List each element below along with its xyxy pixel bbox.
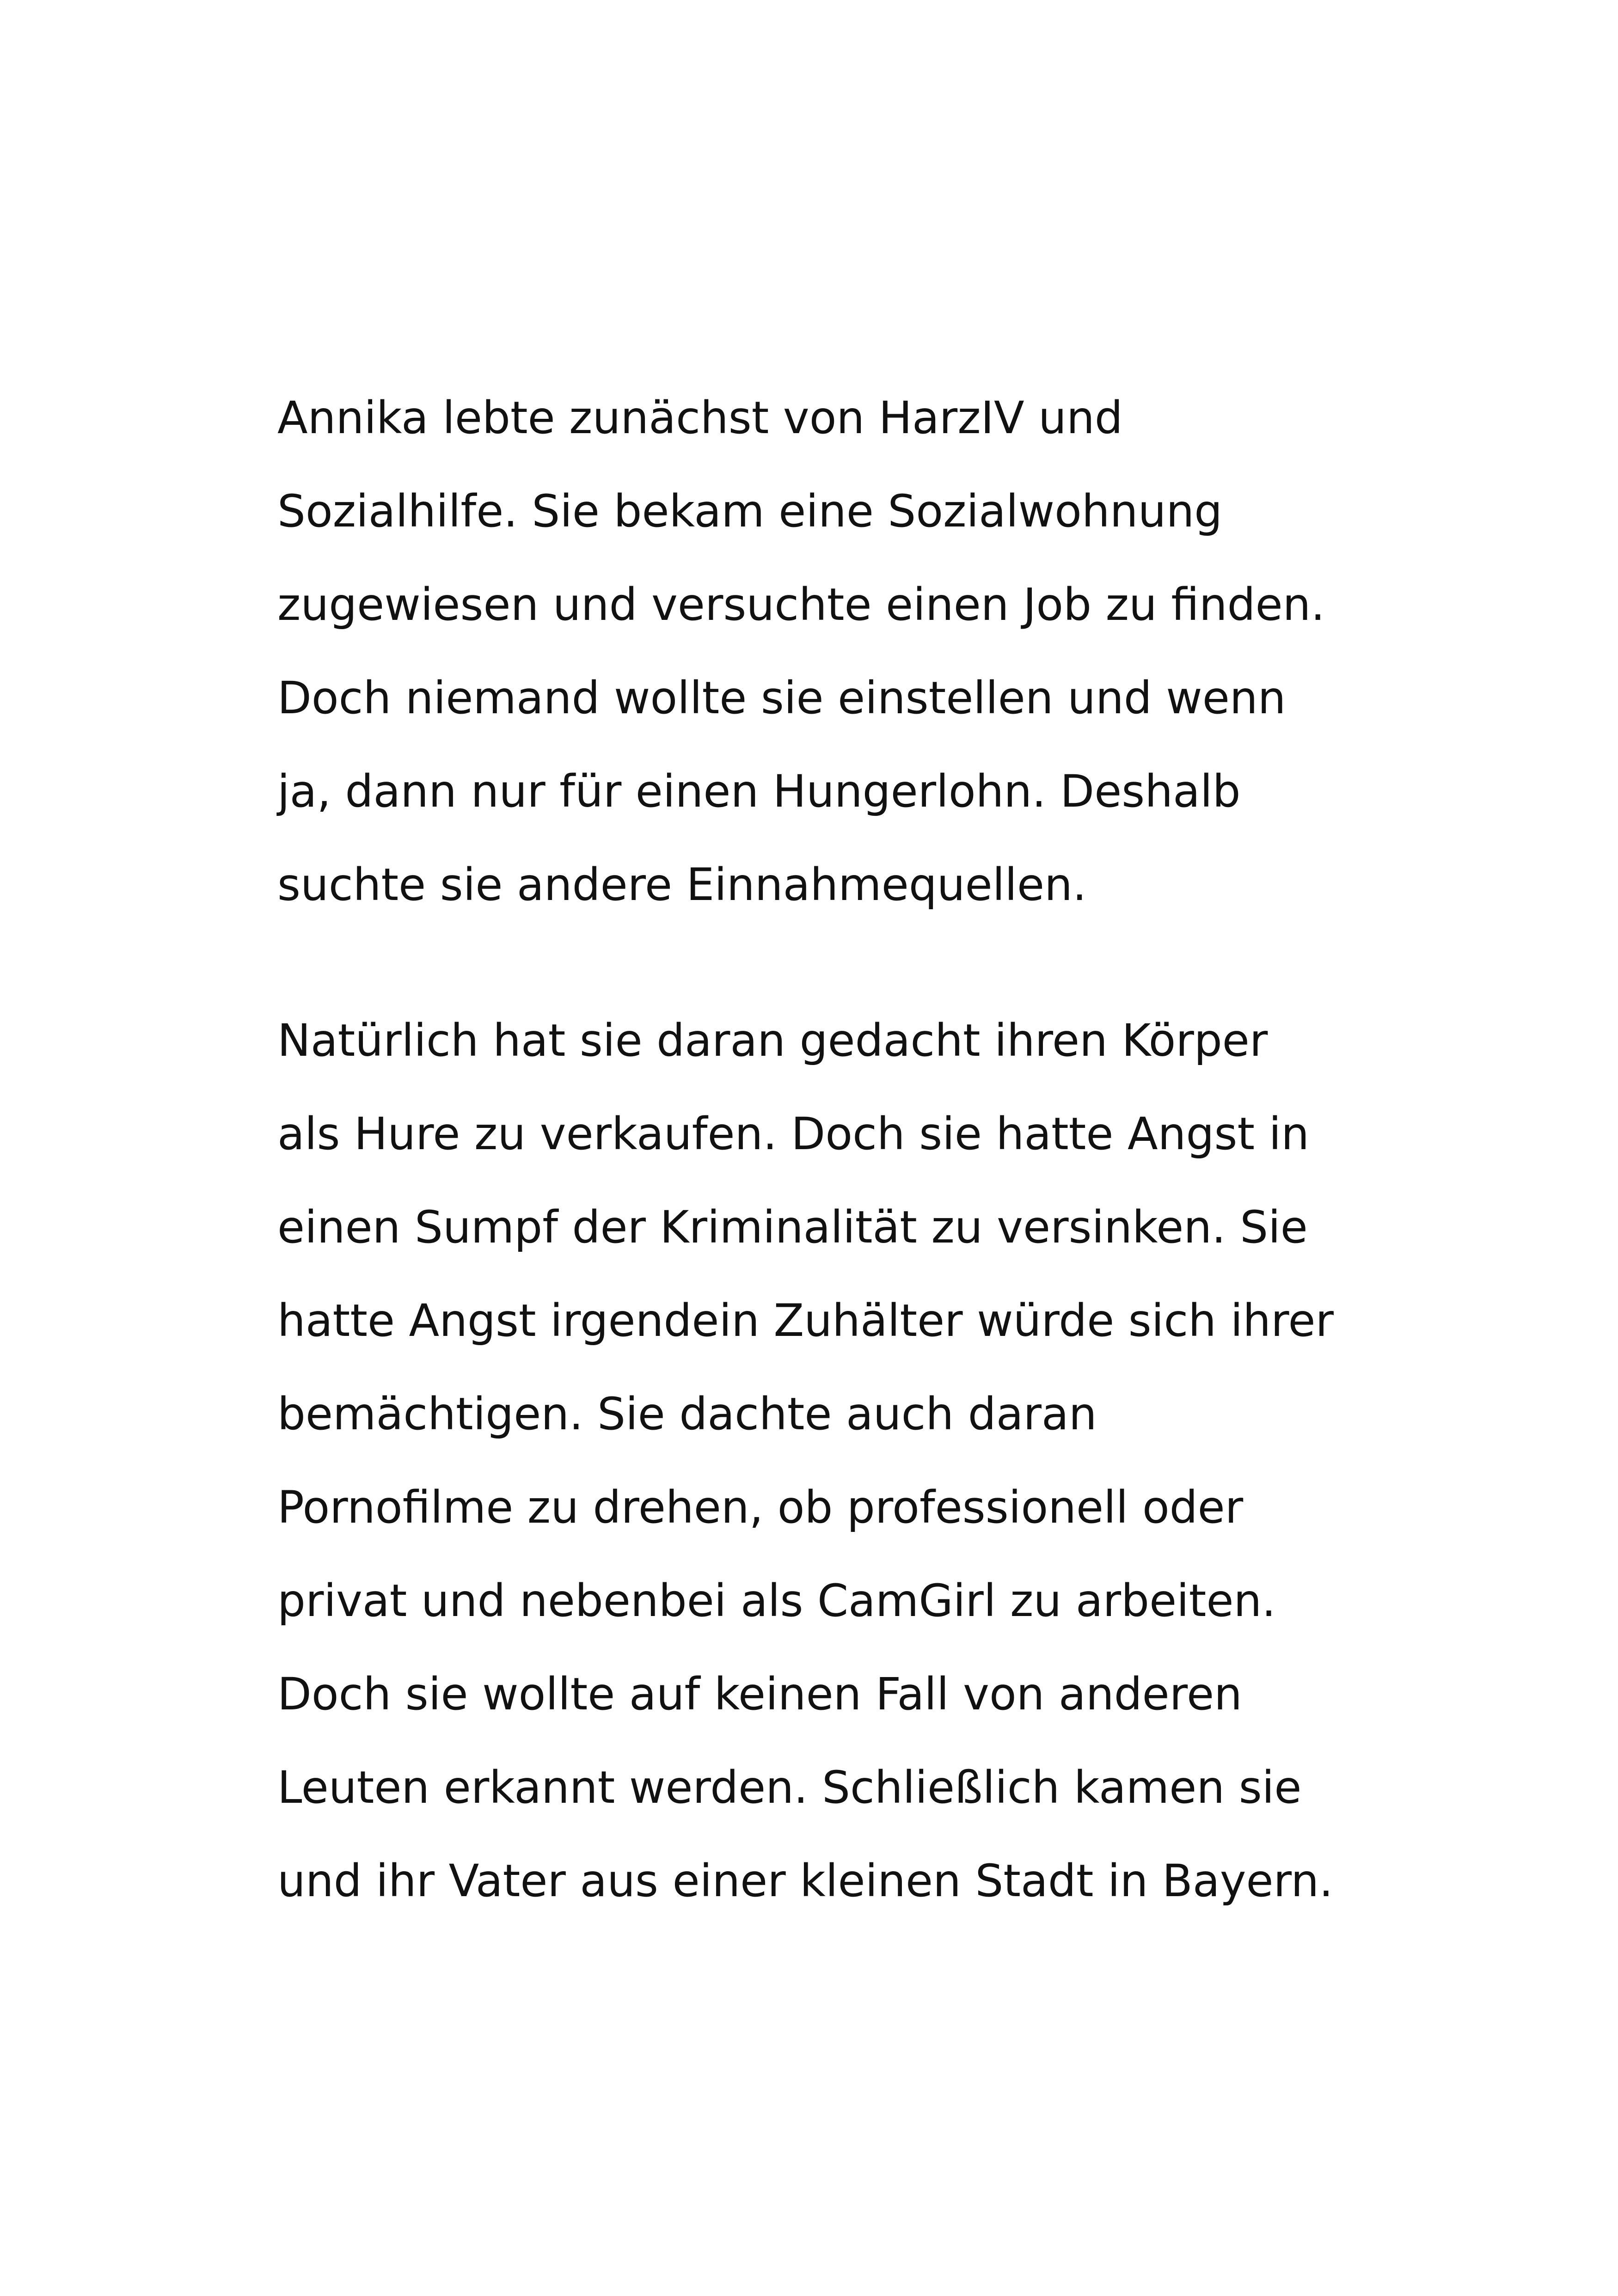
- paragraph-line: hatte Angst irgendein Zuhälter würde sich ihrer: [277, 1295, 1334, 1347]
- paragraph-line: Doch niemand wollte sie einstellen und wenn: [277, 672, 1286, 724]
- paragraph-line: Annika lebte zunächst von HarzIV und: [277, 392, 1123, 444]
- paragraph-line: einen Sumpf der Kriminalität zu versinken. Sie: [277, 1201, 1308, 1253]
- paragraph-line: Leuten erkannt werden. Schließlich kamen sie: [277, 1762, 1302, 1813]
- paragraph-line: suchte sie andere Einnahmequellen.: [277, 859, 1087, 911]
- paragraph-1: [277, 371, 1479, 931]
- paragraph-line: bemächtigen. Sie dachte auch daran: [277, 1388, 1097, 1440]
- paragraph-line: Doch sie wollte auf keinen Fall von anderen: [277, 1668, 1242, 1720]
- paragraph-line: zugewiesen und versuchte einen Job zu finden.: [277, 579, 1325, 631]
- paragraph-line: als Hure zu verkaufen. Doch sie hatte Angst in: [277, 1108, 1310, 1160]
- paragraph-line: und ihr Vater aus einer kleinen Stadt in Bayern.: [277, 1855, 1333, 1907]
- paragraph-line: ja, dann nur für einen Hungerlohn. Deshalb: [277, 765, 1241, 817]
- paragraph-line: Natürlich hat sie daran gedacht ihren Körper: [277, 1015, 1268, 1066]
- paragraph-2: [277, 994, 1479, 1928]
- paragraph-line: Pornofilme zu drehen, ob professionell oder: [277, 1482, 1244, 1533]
- paragraph-line: privat und nebenbei als CamGirl zu arbeiten.: [277, 1575, 1276, 1627]
- paragraph-line: Sozialhilfe. Sie bekam eine Sozialwohnung: [277, 485, 1223, 537]
